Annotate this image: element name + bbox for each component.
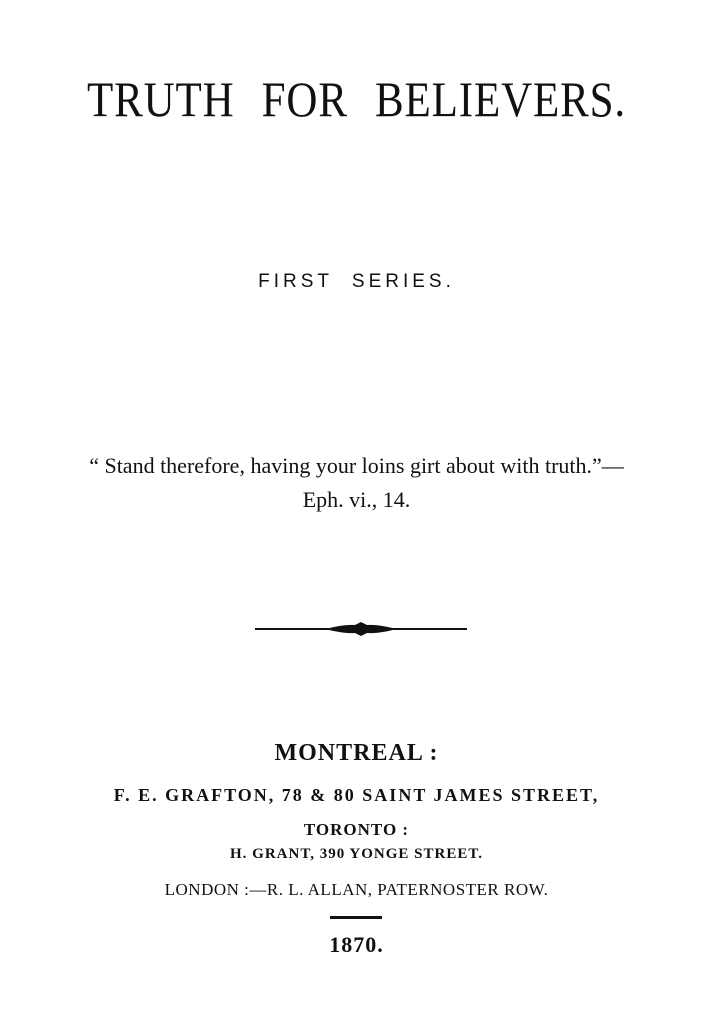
epigraph-citation: Eph. vi., 14. (302, 487, 411, 512)
ornament-divider (255, 621, 467, 637)
series-label: FIRST SERIES. (258, 271, 455, 292)
imprint-montreal-publisher: F. E. GRAFTON, 78 & 80 SAINT JAMES STREET, (113, 785, 600, 805)
imprint-montreal-label: MONTREAL : (274, 740, 439, 766)
epigraph-quote: “ Stand therefore, having your loins girt about with truth.”— (89, 453, 624, 478)
imprint-toronto-agent: H. GRANT, 390 YONGE STREET. (229, 846, 483, 862)
publication-year: 1870. (329, 932, 384, 957)
book-title: TRUTH FOR BELIEVERS. (86, 71, 627, 127)
imprint-london: LONDON :—R. L. ALLAN, PATERNOSTER ROW. (164, 880, 549, 899)
short-rule (330, 916, 382, 919)
imprint-toronto-label: TORONTO : (303, 820, 410, 839)
